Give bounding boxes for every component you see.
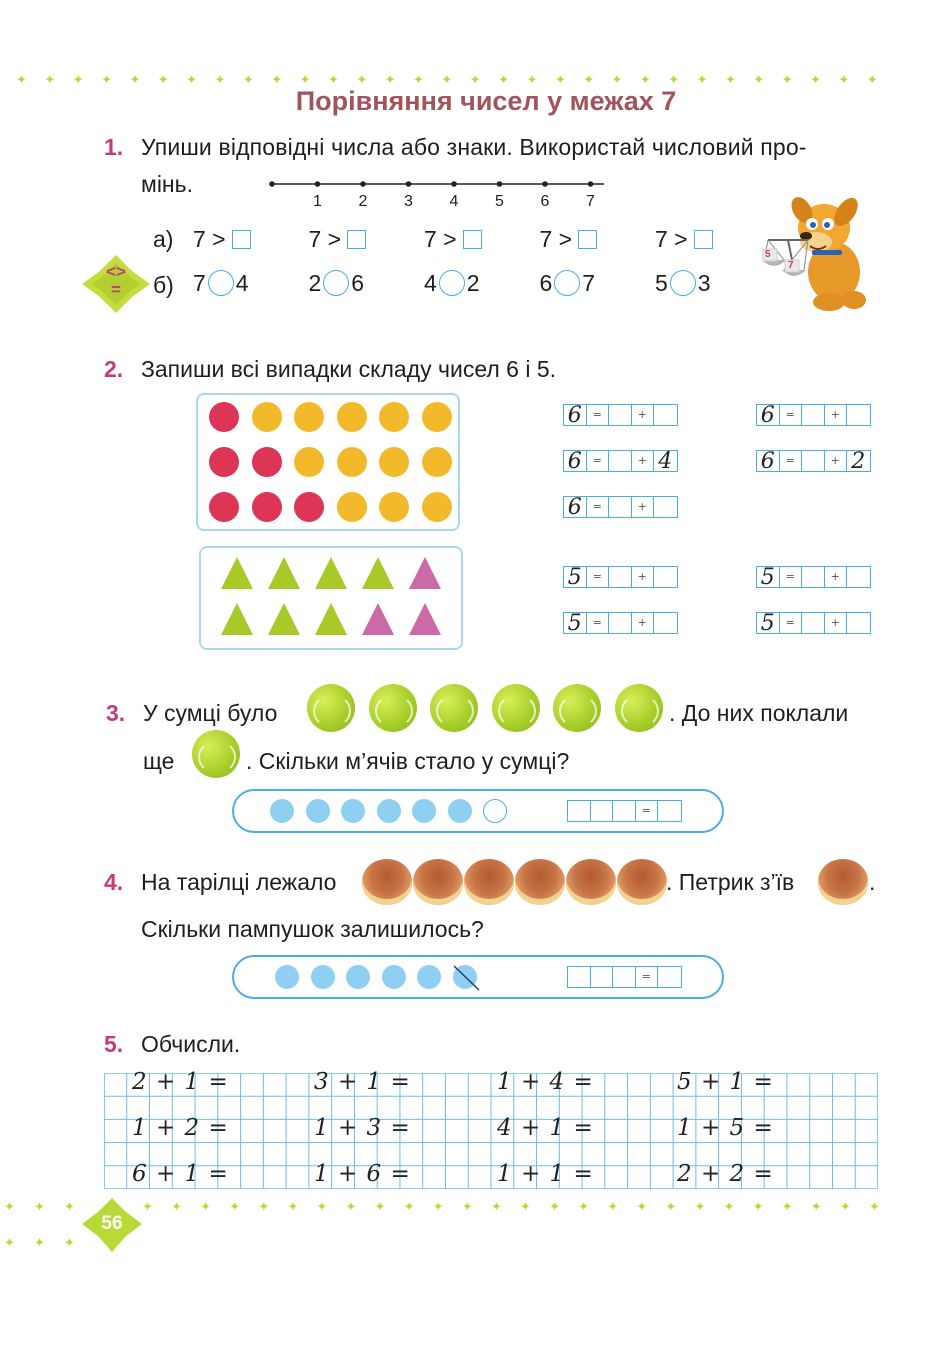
star-ornament-icon: ✦ xyxy=(64,1236,75,1251)
answer-cell[interactable]: 4 xyxy=(658,449,673,474)
compare-right-number: 3 xyxy=(697,270,711,296)
count-dot xyxy=(306,799,330,823)
equals-sign: = xyxy=(636,801,659,821)
compare-a-expression: 7 > xyxy=(655,226,688,252)
task3-number: 3. xyxy=(106,700,126,726)
page-number: 56 xyxy=(101,1213,123,1234)
task5-expression: 3 + 1 = xyxy=(314,1069,411,1095)
plus-sign: + xyxy=(632,613,655,633)
plus-sign: + xyxy=(825,405,848,425)
star-ornament-icon: ✦ xyxy=(838,73,850,88)
star-ornament-icon: ✦ xyxy=(724,73,736,88)
compare-a-item xyxy=(193,226,251,253)
answer-cell[interactable] xyxy=(847,613,870,633)
number-line-label: 6 xyxy=(540,193,550,210)
star-ornament-icon: ✦ xyxy=(242,73,254,88)
equals-sign: = xyxy=(587,613,610,633)
answer-cell[interactable] xyxy=(609,613,632,633)
star-ornament-icon: ✦ xyxy=(498,73,510,88)
answer-cell[interactable] xyxy=(568,967,591,987)
number-line-point xyxy=(269,181,275,187)
equation-whole: 6 xyxy=(757,405,780,425)
equals-sign: = xyxy=(587,405,610,425)
answer-cell[interactable] xyxy=(802,405,825,425)
green-triangle xyxy=(221,603,253,635)
compare-left-number: 4 xyxy=(424,270,437,296)
count-dot xyxy=(412,799,436,823)
answer-box[interactable] xyxy=(232,230,251,249)
task5-expression: 6 + 1 = xyxy=(132,1161,229,1187)
equation-whole: 6 xyxy=(564,497,587,517)
star-ornament-icon: ✦ xyxy=(723,1200,735,1215)
task5-expression: 5 + 1 = xyxy=(677,1069,774,1095)
answer-cell[interactable] xyxy=(654,567,677,587)
number-line-point xyxy=(497,181,503,187)
number-line-label: 1 xyxy=(313,193,322,210)
star-ornament-icon: ✦ xyxy=(668,73,680,88)
star-ornament-icon: ✦ xyxy=(469,73,481,88)
red-dot xyxy=(252,492,282,522)
star-ornament-icon: ✦ xyxy=(327,73,339,88)
answer-box[interactable] xyxy=(463,230,482,249)
red-dot xyxy=(252,447,282,477)
equals-sign: = xyxy=(587,497,610,517)
equals-sign: = xyxy=(780,567,803,587)
crossed-out-dot-icon xyxy=(450,962,482,994)
scale-left-weight: 5 xyxy=(765,249,771,260)
star-ornament-icon: ✦ xyxy=(316,1200,328,1215)
task1-b-label: б) xyxy=(153,272,174,298)
star-ornament-icon: ✦ xyxy=(101,73,112,88)
star-ornament-icon: ✦ xyxy=(129,73,141,88)
task4-text-d: Скільки пампушок залишилось? xyxy=(141,916,484,942)
task5-number: 5. xyxy=(104,1031,124,1057)
equation-whole: 5 xyxy=(564,613,587,633)
star-ornament-icon: ✦ xyxy=(461,1200,473,1215)
star-ornament-icon: ✦ xyxy=(34,1236,45,1251)
equation-whole: 5 xyxy=(757,567,780,587)
number-line xyxy=(262,176,612,216)
composition-equation xyxy=(563,496,678,518)
donut-icon xyxy=(362,859,412,905)
task5-expression: 1 + 5 = xyxy=(677,1115,774,1141)
star-ornament-icon: ✦ xyxy=(611,73,623,88)
compare-b-item xyxy=(540,270,596,297)
plus-sign: + xyxy=(632,567,655,587)
equation-whole: 6 xyxy=(564,405,587,425)
compare-b-item xyxy=(655,270,711,297)
empty-count-dot xyxy=(483,799,507,823)
star-ornament-icon: ✦ xyxy=(4,1200,15,1215)
compare-a-item xyxy=(309,226,367,253)
yellow-dot xyxy=(379,447,409,477)
star-ornament-icon: ✦ xyxy=(549,1200,560,1215)
count-dot xyxy=(417,965,441,989)
compare-a-item xyxy=(540,226,598,253)
task3-text-d: . Скільки м’ячів стало у сумці? xyxy=(246,748,570,774)
donut-icon xyxy=(413,859,463,905)
answer-cell[interactable] xyxy=(609,567,632,587)
answer-box[interactable] xyxy=(694,230,713,249)
donut-icon xyxy=(515,859,565,905)
star-ornament-icon: ✦ xyxy=(583,73,595,88)
sign-circle-input[interactable] xyxy=(670,270,696,296)
star-ornament-icon: ✦ xyxy=(868,1200,880,1215)
equals-sign: = xyxy=(780,451,803,471)
star-ornament-icon: ✦ xyxy=(299,73,311,88)
star-ornament-icon: ✦ xyxy=(186,73,198,88)
composition-equation xyxy=(756,566,871,588)
star-ornament-icon: ✦ xyxy=(696,73,708,88)
green-triangle xyxy=(268,557,300,589)
number-line-label: 4 xyxy=(449,193,459,210)
count-dot xyxy=(382,965,406,989)
compare-a-expression: 7 > xyxy=(193,226,226,252)
number-line-label: 2 xyxy=(358,193,368,210)
star-ornament-icon: ✦ xyxy=(258,1200,270,1215)
compare-b-item xyxy=(424,270,480,297)
answer-box[interactable] xyxy=(347,230,366,249)
equals-sign: = xyxy=(636,967,659,987)
star-ornament-icon: ✦ xyxy=(142,1200,153,1215)
star-ornament-icon: ✦ xyxy=(16,73,27,88)
star-ornament-icon: ✦ xyxy=(72,73,84,88)
star-ornament-icon: ✦ xyxy=(636,1200,648,1215)
star-ornament-icon: ✦ xyxy=(345,1200,357,1215)
yellow-dot xyxy=(379,402,409,432)
task5-expression: 2 + 1 = xyxy=(132,1069,229,1095)
number-line-label: 5 xyxy=(495,193,504,210)
star-ornament-icon: ✦ xyxy=(866,73,878,88)
star-ornament-icon: ✦ xyxy=(356,73,368,88)
task4-number: 4. xyxy=(104,869,124,895)
compare-a-expression: 7 > xyxy=(308,226,342,252)
tennis-ball-icon xyxy=(553,684,601,732)
answer-cell[interactable] xyxy=(802,613,825,633)
task5-expression: 1 + 4 = xyxy=(497,1069,594,1095)
task4-text-c: . xyxy=(869,869,876,895)
equation-whole: 6 xyxy=(757,451,780,471)
star-ornament-icon: ✦ xyxy=(753,73,765,88)
red-dot xyxy=(294,492,324,522)
task3-text-b: . До них поклали xyxy=(669,700,849,726)
star-ornament-icon: ✦ xyxy=(810,73,821,88)
donut-icon xyxy=(566,859,616,905)
compare-right-number: 4 xyxy=(235,270,249,296)
equals-sign: = xyxy=(780,405,803,425)
star-ornament-icon: ✦ xyxy=(157,73,169,88)
star-ornament-icon: ✦ xyxy=(490,1200,502,1215)
compare-right-number: 6 xyxy=(351,270,365,296)
task1-a-label: а) xyxy=(153,226,174,252)
star-ornament-icon: ✦ xyxy=(374,1200,386,1215)
compare-a-item xyxy=(424,226,482,253)
number-line-label: 7 xyxy=(586,193,595,210)
task2-number: 2. xyxy=(104,356,124,382)
star-ornament-icon: ✦ xyxy=(781,1200,793,1215)
green-triangle xyxy=(315,603,347,635)
answer-box[interactable] xyxy=(578,230,597,249)
star-ornament-icon: ✦ xyxy=(639,73,651,88)
task5-expression: 1 + 2 = xyxy=(132,1115,229,1141)
star-ornament-icon: ✦ xyxy=(214,73,226,88)
compare-left-number: 6 xyxy=(539,270,553,296)
answer-equation xyxy=(567,966,682,988)
donut-icon xyxy=(617,859,667,905)
sign-circle-input[interactable] xyxy=(554,270,580,296)
compare-right-number: 2 xyxy=(466,270,480,296)
star-ornament-icon: ✦ xyxy=(578,1200,590,1215)
answer-cell[interactable] xyxy=(613,801,636,821)
compare-a-item xyxy=(655,226,713,253)
yellow-dot xyxy=(337,492,367,522)
task1-text-line1: Упиши відповідні числа або знаки. Використай числовий про- xyxy=(141,134,807,160)
plus-sign: + xyxy=(632,405,655,425)
equation-whole: 6 xyxy=(564,451,587,471)
task3-text-c: ще xyxy=(143,748,175,774)
task5-expression: 1 + 3 = xyxy=(314,1115,411,1141)
star-ornament-icon: ✦ xyxy=(44,73,56,88)
equals-sign: = xyxy=(587,567,610,587)
answer-cell[interactable] xyxy=(591,967,614,987)
green-triangle xyxy=(268,603,300,635)
count-dot xyxy=(270,799,294,823)
count-dot xyxy=(448,799,472,823)
plus-sign: + xyxy=(825,451,848,471)
equation-whole: 5 xyxy=(564,567,587,587)
plus-sign: + xyxy=(825,567,848,587)
star-ornament-icon: ✦ xyxy=(752,1200,764,1215)
star-ornament-icon: ✦ xyxy=(694,1200,706,1215)
number-line-label: 3 xyxy=(404,193,413,210)
count-dot xyxy=(311,965,335,989)
answer-cell[interactable] xyxy=(609,451,632,471)
task2-text: Запиши всі випадки складу чисел 6 і 5. xyxy=(141,356,557,382)
yellow-dot xyxy=(422,492,452,522)
answer-cell[interactable] xyxy=(654,613,677,633)
star-ornament-icon: ✦ xyxy=(287,1200,299,1215)
compare-a-expression: 7 > xyxy=(424,226,457,252)
yellow-dot xyxy=(422,402,452,432)
compare-a-expression: 7 > xyxy=(539,226,573,252)
scale-right-weight: 7 xyxy=(788,260,794,271)
yellow-dot xyxy=(337,402,367,432)
composition-equation xyxy=(563,612,678,634)
star-ornament-icon: ✦ xyxy=(200,1200,212,1215)
count-dot xyxy=(346,965,370,989)
compare-b-item xyxy=(193,270,249,297)
donut-eaten-icon xyxy=(818,859,868,905)
task1-number: 1. xyxy=(104,134,124,160)
pink-triangle xyxy=(409,557,441,589)
star-ornament-icon: ✦ xyxy=(441,73,453,88)
star-ornament-icon: ✦ xyxy=(839,1200,851,1215)
answer-cell[interactable] xyxy=(658,967,681,987)
red-dot xyxy=(209,447,239,477)
dog-with-scales-icon xyxy=(754,190,874,315)
donut-icon xyxy=(464,859,514,905)
composition-equation xyxy=(563,404,678,426)
compare-left-number: 5 xyxy=(655,270,668,296)
plus-sign: + xyxy=(632,497,655,517)
star-ornament-icon: ✦ xyxy=(384,73,396,88)
answer-cell[interactable] xyxy=(613,967,636,987)
yellow-dot xyxy=(294,402,324,432)
number-line-point xyxy=(360,181,366,187)
star-ornament-icon: ✦ xyxy=(607,1200,619,1215)
number-line-point xyxy=(451,181,457,187)
composition-equation xyxy=(756,404,871,426)
yellow-dot xyxy=(379,492,409,522)
tennis-ball-icon xyxy=(430,684,478,732)
page-title: Порівняння чисел у межах 7 xyxy=(295,86,677,116)
badge-symbols: <> xyxy=(106,262,126,281)
task4-text-a: На тарілці лежало xyxy=(141,869,337,895)
badge-equals: = xyxy=(111,280,121,299)
answer-cell[interactable] xyxy=(847,405,870,425)
star-ornament-icon: ✦ xyxy=(432,1200,444,1215)
star-ornament-icon: ✦ xyxy=(781,73,793,88)
composition-equation xyxy=(756,612,871,634)
sign-circle-input[interactable] xyxy=(208,270,234,296)
number-line-point xyxy=(406,181,412,187)
task5-expression: 1 + 6 = xyxy=(314,1161,411,1187)
answer-cell[interactable] xyxy=(802,567,825,587)
star-ornament-icon: ✦ xyxy=(64,1200,75,1215)
sign-circle-input[interactable] xyxy=(439,270,465,296)
composition-equation xyxy=(563,566,678,588)
answer-cell[interactable] xyxy=(802,451,825,471)
green-triangle xyxy=(362,557,394,589)
count-dot xyxy=(275,965,299,989)
compare-left-number: 2 xyxy=(308,270,322,296)
star-ornament-icon: ✦ xyxy=(554,73,566,88)
star-ornament-icon: ✦ xyxy=(271,73,283,88)
star-ornament-icon: ✦ xyxy=(665,1200,677,1215)
task5-expression: 1 + 1 = xyxy=(497,1161,594,1187)
count-dot xyxy=(377,799,401,823)
answer-cell[interactable] xyxy=(654,497,677,517)
star-ornament-icon: ✦ xyxy=(229,1200,241,1215)
red-dot xyxy=(209,492,239,522)
task5-text: Обчисли. xyxy=(141,1031,241,1057)
number-line-point xyxy=(542,181,548,187)
answer-equation xyxy=(567,800,682,822)
answer-cell[interactable] xyxy=(654,405,677,425)
bottom-decorative-border xyxy=(142,1201,880,1215)
answer-cell[interactable] xyxy=(847,567,870,587)
task5-expression: 4 + 1 = xyxy=(497,1115,594,1141)
compare-right-number: 7 xyxy=(582,270,596,296)
star-ornament-icon: ✦ xyxy=(171,1200,182,1215)
star-ornament-icon: ✦ xyxy=(526,73,538,88)
equals-sign: = xyxy=(587,451,610,471)
star-ornament-icon: ✦ xyxy=(4,1236,15,1251)
green-triangle xyxy=(315,557,347,589)
star-ornament-icon: ✦ xyxy=(520,1200,531,1215)
compare-left-number: 7 xyxy=(193,270,206,296)
tennis-ball-extra-icon xyxy=(192,730,240,778)
plus-sign: + xyxy=(825,613,848,633)
triangles-group xyxy=(214,553,454,645)
tennis-ball-icon xyxy=(369,684,417,732)
task3-text-a: У сумці було xyxy=(143,700,278,726)
compare-b-item xyxy=(309,270,365,297)
yellow-dot xyxy=(337,447,367,477)
equals-sign: = xyxy=(780,613,803,633)
number-line-point xyxy=(588,181,594,187)
yellow-dot xyxy=(294,447,324,477)
answer-cell[interactable] xyxy=(609,497,632,517)
composition-equation xyxy=(756,450,871,472)
answer-cell[interactable] xyxy=(609,405,632,425)
task4-text-b: . Петрик з’їв xyxy=(666,869,795,895)
composition-equation xyxy=(563,450,678,472)
yellow-dot xyxy=(422,447,452,477)
tennis-ball-icon xyxy=(307,684,355,732)
star-ornament-icon: ✦ xyxy=(413,73,424,88)
number-line-point xyxy=(315,181,321,187)
equation-whole: 5 xyxy=(757,613,780,633)
pink-triangle xyxy=(409,603,441,635)
answer-cell[interactable] xyxy=(591,801,614,821)
yellow-dot xyxy=(252,402,282,432)
sign-circle-input[interactable] xyxy=(323,270,349,296)
answer-cell[interactable]: 2 xyxy=(851,449,866,474)
plus-sign: + xyxy=(632,451,655,471)
answer-cell[interactable] xyxy=(568,801,591,821)
green-triangle xyxy=(221,557,253,589)
tennis-ball-icon xyxy=(492,684,540,732)
star-ornament-icon: ✦ xyxy=(34,1200,45,1215)
tennis-ball-icon xyxy=(615,684,663,732)
star-ornament-icon: ✦ xyxy=(810,1200,822,1215)
pink-triangle xyxy=(362,603,394,635)
red-dot xyxy=(209,402,239,432)
count-dot xyxy=(341,799,365,823)
answer-cell[interactable] xyxy=(658,801,681,821)
task1-text-line2: мінь. xyxy=(141,171,193,197)
task5-expression: 2 + 2 = xyxy=(677,1161,774,1187)
star-ornament-icon: ✦ xyxy=(403,1200,415,1215)
